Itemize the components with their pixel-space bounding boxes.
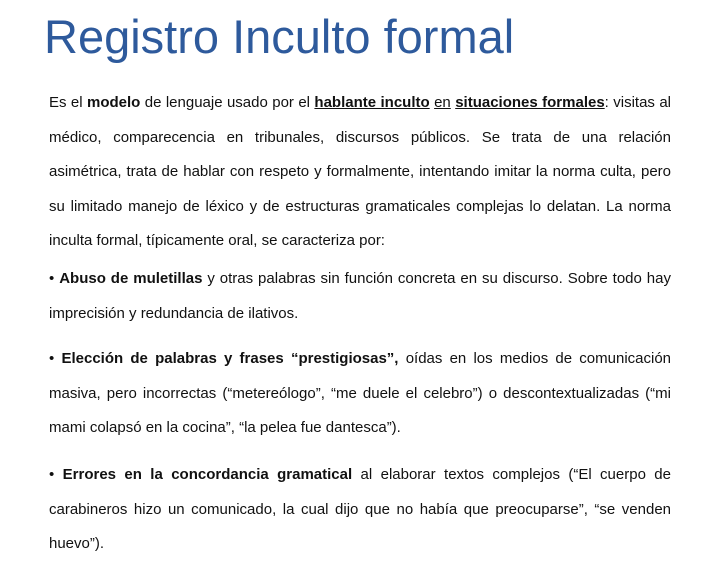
bullet-marker: • [49, 350, 55, 368]
bullet-lead: Abuso de muletillas [59, 269, 203, 287]
bullet-marker: • [49, 465, 55, 483]
term-situaciones-formales: situaciones formales [455, 94, 605, 111]
bullet-item [49, 458, 671, 562]
intro-text: de lenguaje usado por el [140, 94, 315, 111]
term-modelo: modelo [87, 94, 141, 111]
bullet-item [49, 342, 671, 446]
bullet-lead: Errores en la concordancia gramatical [62, 465, 353, 483]
intro-text: Es el [49, 94, 87, 111]
bullet-text: y otras palabras sin función concreta en su discurso. Sobre todo hay imprecisión y redundancia de ilativos. [49, 269, 671, 322]
bullet-item [49, 262, 671, 331]
bullet-marker: • [49, 269, 55, 287]
bullet-text: oídas en los medios de comunicación masiva, pero incorrectas (“metereólogo”, “me duele el celebro”) o descontextualizadas (“mi mami colapsó en la cocina”, “la pelea fue dantesca”). [49, 350, 672, 437]
slide-title: Registro Inculto formal [44, 10, 515, 63]
bullet-lead: Elección de palabras y frases “prestigiosas”, [61, 350, 399, 368]
slide-body [49, 86, 671, 562]
term-hablante-inculto: hablante inculto [314, 94, 430, 111]
intro-paragraph [49, 86, 671, 259]
term-en: en [434, 94, 451, 111]
intro-text: : visitas al médico, comparecencia en tribunales, discursos públicos. Se trata de una relación asimétrica, trata de hablar con respeto y formalmente, intentando imitar la norma culta, pero su limitado manejo de léxico y de estructuras gramaticales complejas lo delatan. La norma inculta formal, típicamente oral, se caracteriza por: [49, 94, 672, 250]
bullet-text: al elaborar textos complejos (“El cuerpo de carabineros hizo un comunicado, la cual dijo que no había que preocuparse”, “se venden huevo”). [49, 465, 671, 553]
